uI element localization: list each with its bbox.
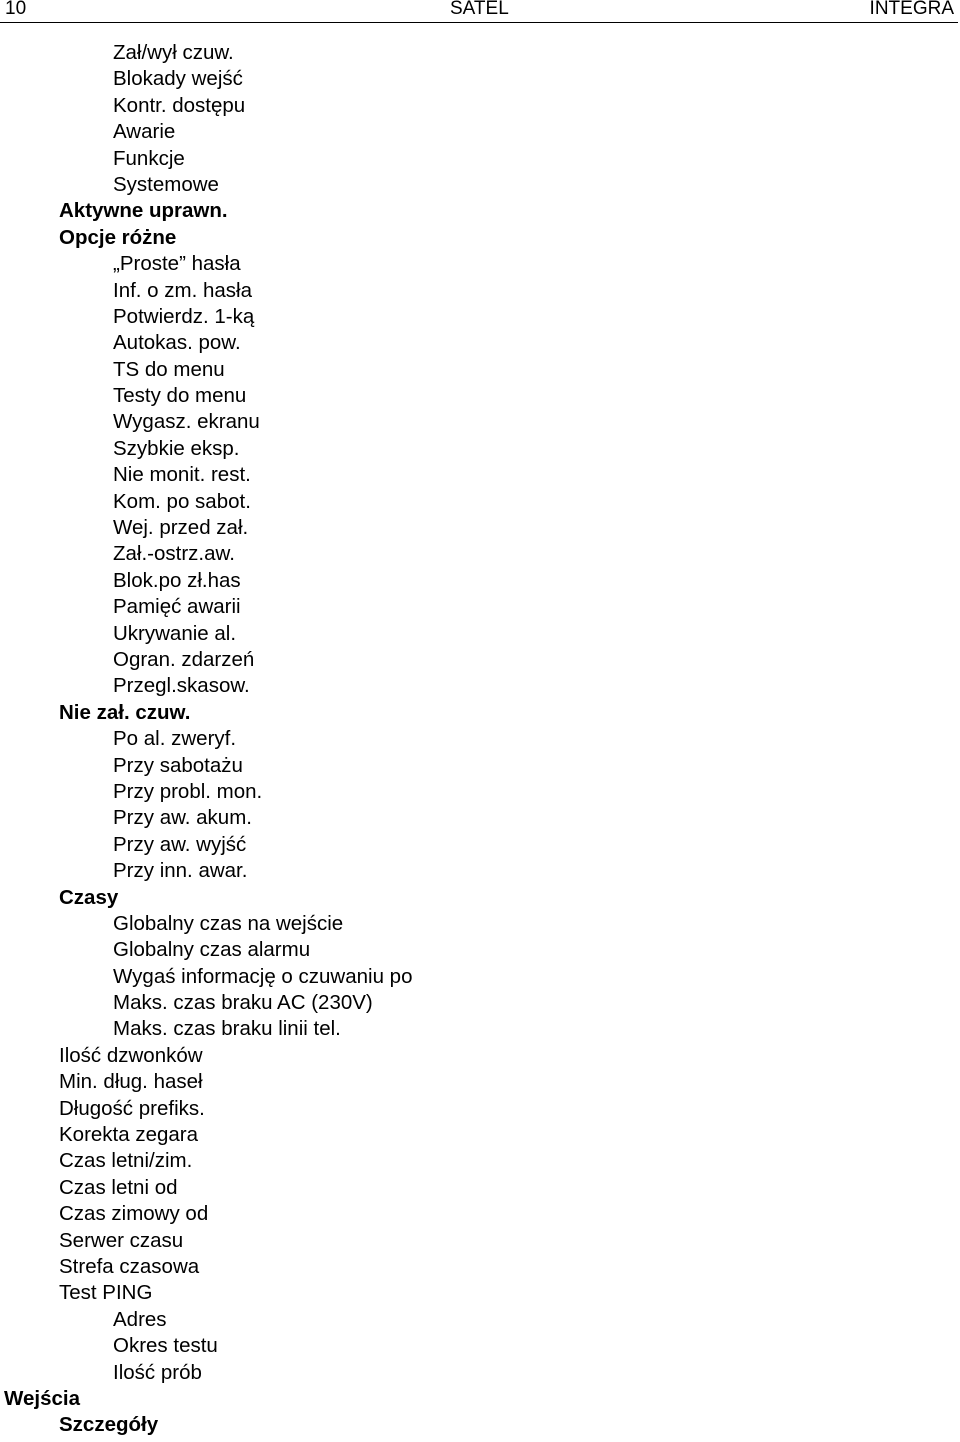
header-product: INTEGRA — [869, 0, 954, 19]
menu-item: Ogran. zdarzeń — [113, 647, 255, 671]
menu-item: Przy probl. mon. — [113, 779, 263, 803]
menu-item: Kom. po sabot. — [113, 489, 251, 513]
menu-item: Kontr. dostępu — [113, 93, 246, 117]
menu-item: Czas zimowy od — [59, 1202, 209, 1226]
menu-item: Wygasz. ekranu — [113, 410, 260, 434]
page-number: 10 — [5, 0, 27, 19]
menu-item: Autokas. pow. — [113, 331, 241, 355]
menu-item: Zał.-ostrz.aw. — [113, 542, 235, 566]
menu-section-heading: Opcje różne — [59, 225, 177, 249]
menu-section-heading: Czasy — [59, 885, 119, 909]
menu-item: Inf. o zm. hasła — [113, 278, 253, 302]
menu-item: Korekta zegara — [59, 1123, 199, 1147]
menu-item: Serwer czasu — [59, 1228, 184, 1252]
menu-item: Globalny czas na wejście — [113, 911, 344, 935]
menu-section-heading: Szczegóły — [59, 1413, 159, 1437]
header-brand: SATEL — [450, 0, 509, 19]
menu-item: Przy sabotażu — [113, 753, 243, 777]
menu-item: Testy do menu — [113, 384, 247, 408]
menu-section-heading: Aktywne uprawn. — [59, 199, 228, 223]
menu-item: Systemowe — [113, 172, 219, 196]
menu-item: Awarie — [113, 120, 176, 144]
menu-item: Czas letni od — [59, 1175, 178, 1199]
menu-item: Adres — [113, 1307, 167, 1331]
menu-item: Blokady wejść — [113, 67, 243, 91]
menu-item: Wej. przed zał. — [113, 516, 249, 540]
menu-item: „Proste” hasła — [113, 252, 241, 276]
menu-item: Blok.po zł.has — [113, 568, 241, 592]
menu-section-heading: Nie zał. czuw. — [59, 700, 191, 724]
menu-item: Zał/wył czuw. — [113, 41, 234, 64]
page-header — [0, 0, 958, 23]
menu-item: Przy aw. wyjść — [113, 832, 247, 856]
menu-item: Po al. zweryf. — [113, 727, 237, 751]
menu-item: Ukrywanie al. — [113, 621, 237, 645]
menu-item: Test PING — [59, 1281, 153, 1305]
menu-item: Wygaś informację o czuwaniu po — [113, 964, 413, 988]
menu-item: Czas letni/zim. — [59, 1149, 193, 1173]
menu-section-heading: Wejścia — [4, 1386, 80, 1410]
menu-item: Ilość dzwonków — [59, 1043, 203, 1067]
menu-item: Maks. czas braku AC (230V) — [113, 991, 373, 1015]
menu-item: Przegl.skasow. — [113, 674, 250, 698]
menu-item: Przy aw. akum. — [113, 806, 252, 830]
menu-item: Nie monit. rest. — [113, 463, 251, 487]
menu-item: Pamięć awarii — [113, 595, 241, 619]
menu-item: Globalny czas alarmu — [113, 938, 311, 962]
menu-item: Maks. czas braku linii tel. — [113, 1017, 341, 1041]
menu-item: Przy inn. awar. — [113, 859, 248, 883]
menu-item: Funkcje — [113, 146, 185, 170]
menu-item: Długość prefiks. — [59, 1096, 205, 1120]
menu-item: Min. dług. haseł — [59, 1070, 203, 1094]
menu-item: TS do menu — [113, 357, 225, 381]
menu-item: Ilość prób — [113, 1360, 202, 1384]
menu-item: Okres testu — [113, 1334, 218, 1358]
menu-tree-list — [0, 40, 958, 1439]
menu-item: Szybkie eksp. — [113, 436, 240, 460]
menu-item: Strefa czasowa — [59, 1254, 200, 1278]
menu-item: Potwierdz. 1-ką — [113, 304, 255, 328]
